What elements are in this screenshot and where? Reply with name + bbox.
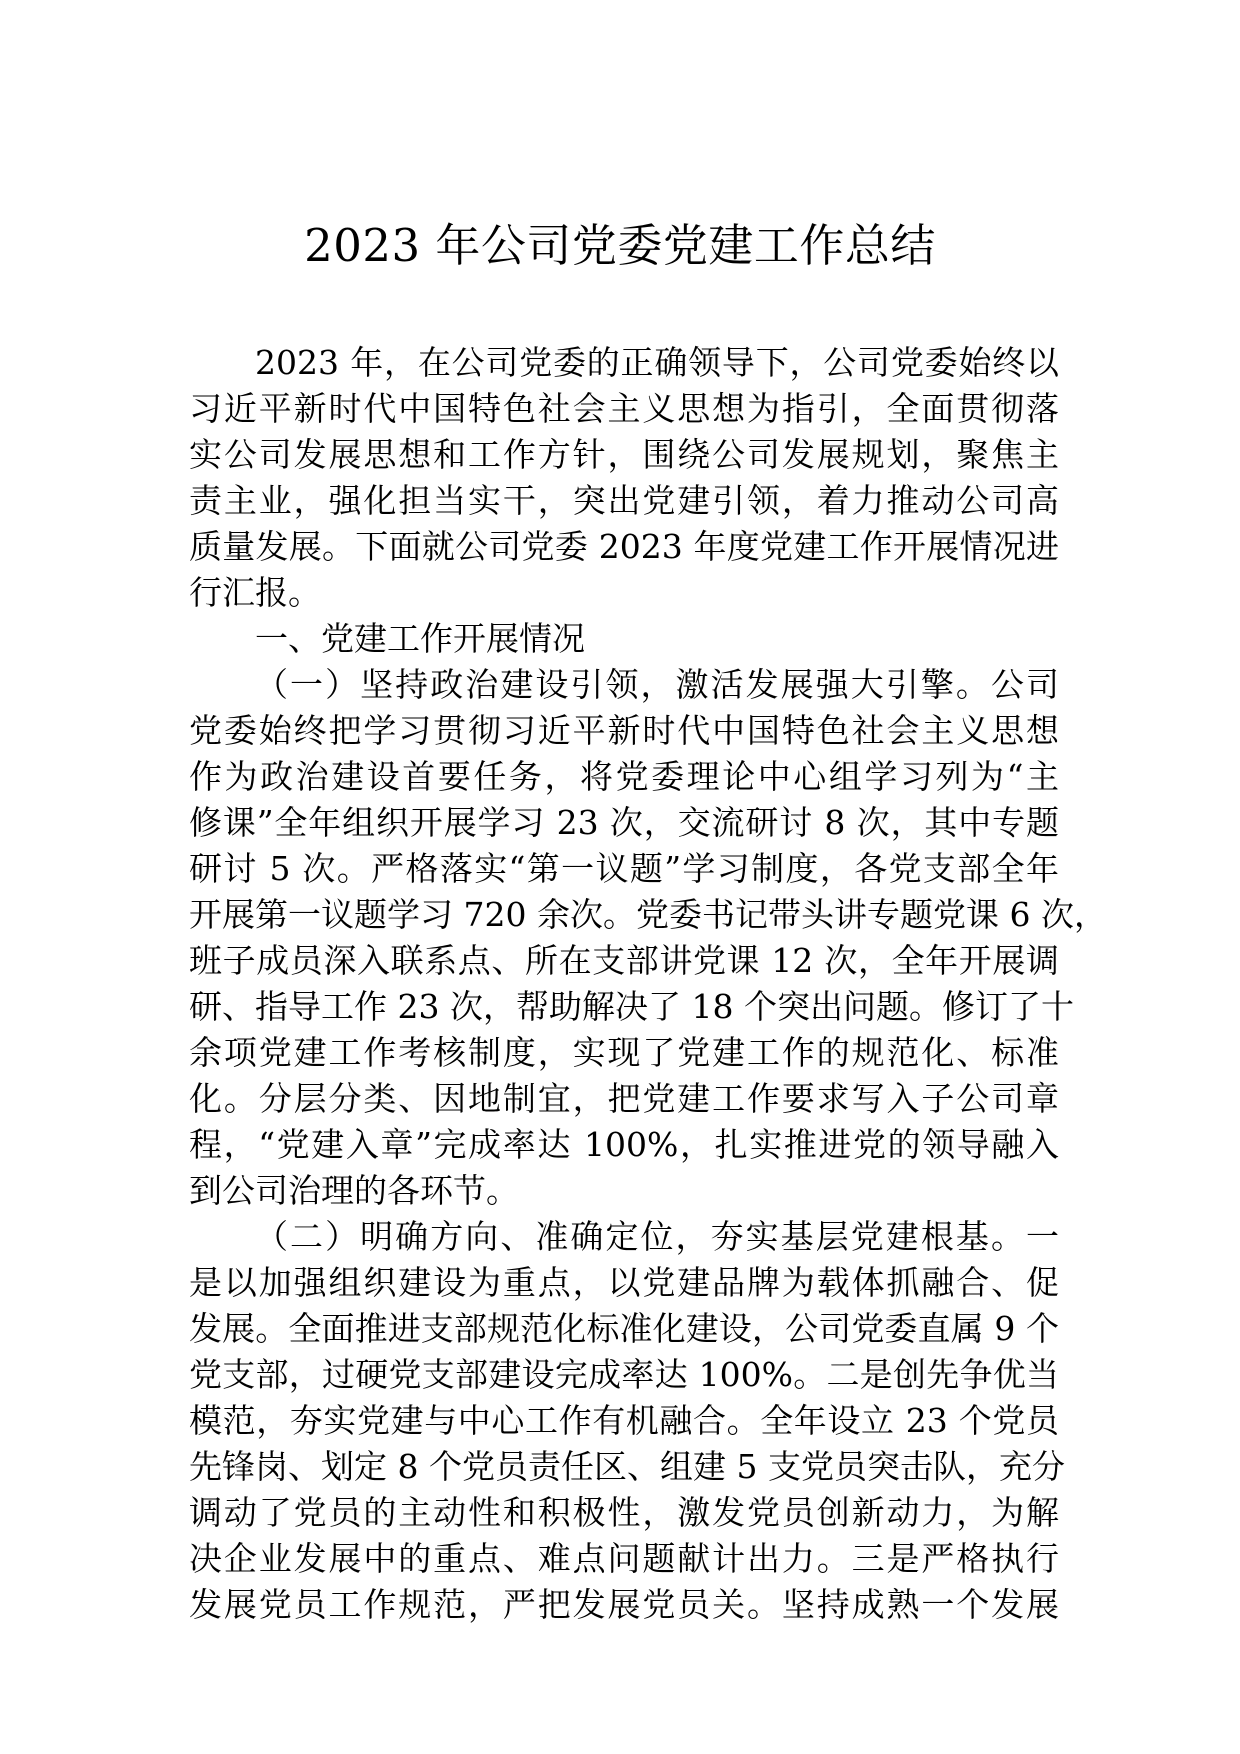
text-line: 余项党建工作考核制度，实现了党建工作的规范化、标准: [189, 1033, 1059, 1072]
text-line: 先锋岗、划定 8 个党员责任区、组建 5 支党员突击队，充分: [189, 1447, 1065, 1486]
text-line: 决企业发展中的重点、难点问题献计出力。三是严格执行: [189, 1539, 1059, 1578]
text-line: 党支部，过硬党支部建设完成率达 100%。二是创先争优当: [189, 1355, 1059, 1394]
text-line: 到公司治理的各环节。: [189, 1171, 519, 1210]
text-line: 习近平新时代中国特色社会主义思想为指引，全面贯彻落: [189, 389, 1059, 428]
text-line: 发展党员工作规范，严把发展党员关。坚持成熟一个发展: [189, 1585, 1059, 1624]
document-title: 2023 年公司党委党建工作总结: [304, 219, 936, 272]
text-line: 党委始终把学习贯彻习近平新时代中国特色社会主义思想: [189, 711, 1059, 750]
text-line: （二）明确方向、准确定位，夯实基层党建根基。一: [255, 1217, 1059, 1256]
text-line: （一）坚持政治建设引领，激活发展强大引擎。公司: [255, 665, 1059, 704]
text-line: 实公司发展思想和工作方针，围绕公司发展规划，聚焦主: [189, 435, 1059, 474]
text-line: 2023 年，在公司党委的正确领导下，公司党委始终以: [255, 343, 1059, 382]
text-line: 作为政治建设首要任务，将党委理论中心组学习列为“主: [189, 757, 1059, 796]
text-line: 发展。全面推进支部规范化标准化建设，公司党委直属 9 个: [189, 1309, 1059, 1348]
text-line: 研、指导工作 23 次，帮助解决了 18 个突出问题。修订了十: [189, 987, 1074, 1026]
text-line: 研讨 5 次。严格落实“第一议题”学习制度，各党支部全年: [189, 849, 1059, 888]
text-line: 模范，夯实党建与中心工作有机融合。全年设立 23 个党员: [189, 1401, 1059, 1440]
text-line: 班子成员深入联系点、所在支部讲党课 12 次，全年开展调: [189, 941, 1059, 980]
text-line: 行汇报。: [189, 573, 321, 612]
text-line: 是以加强组织建设为重点，以党建品牌为载体抓融合、促: [189, 1263, 1059, 1302]
text-line: 质量发展。下面就公司党委 2023 年度党建工作开展情况进: [189, 527, 1059, 566]
text-line: 开展第一议题学习 720 余次。党委书记带头讲专题党课 6 次，: [189, 895, 1107, 934]
text-line: 调动了党员的主动性和积极性，激发党员创新动力，为解: [189, 1493, 1059, 1532]
text-line: 修课”全年组织开展学习 23 次，交流研讨 8 次，其中专题: [189, 803, 1059, 842]
text-line: 程，“党建入章”完成率达 100%，扎实推进党的领导融入: [189, 1125, 1059, 1164]
document-body: [189, 340, 1107, 1628]
text-line: 责主业，强化担当实干，突出党建引领，着力推动公司高: [189, 481, 1059, 520]
text-line: 化。分层分类、因地制宜，把党建工作要求写入子公司章: [189, 1079, 1059, 1118]
section-heading: 一、党建工作开展情况: [255, 619, 585, 658]
